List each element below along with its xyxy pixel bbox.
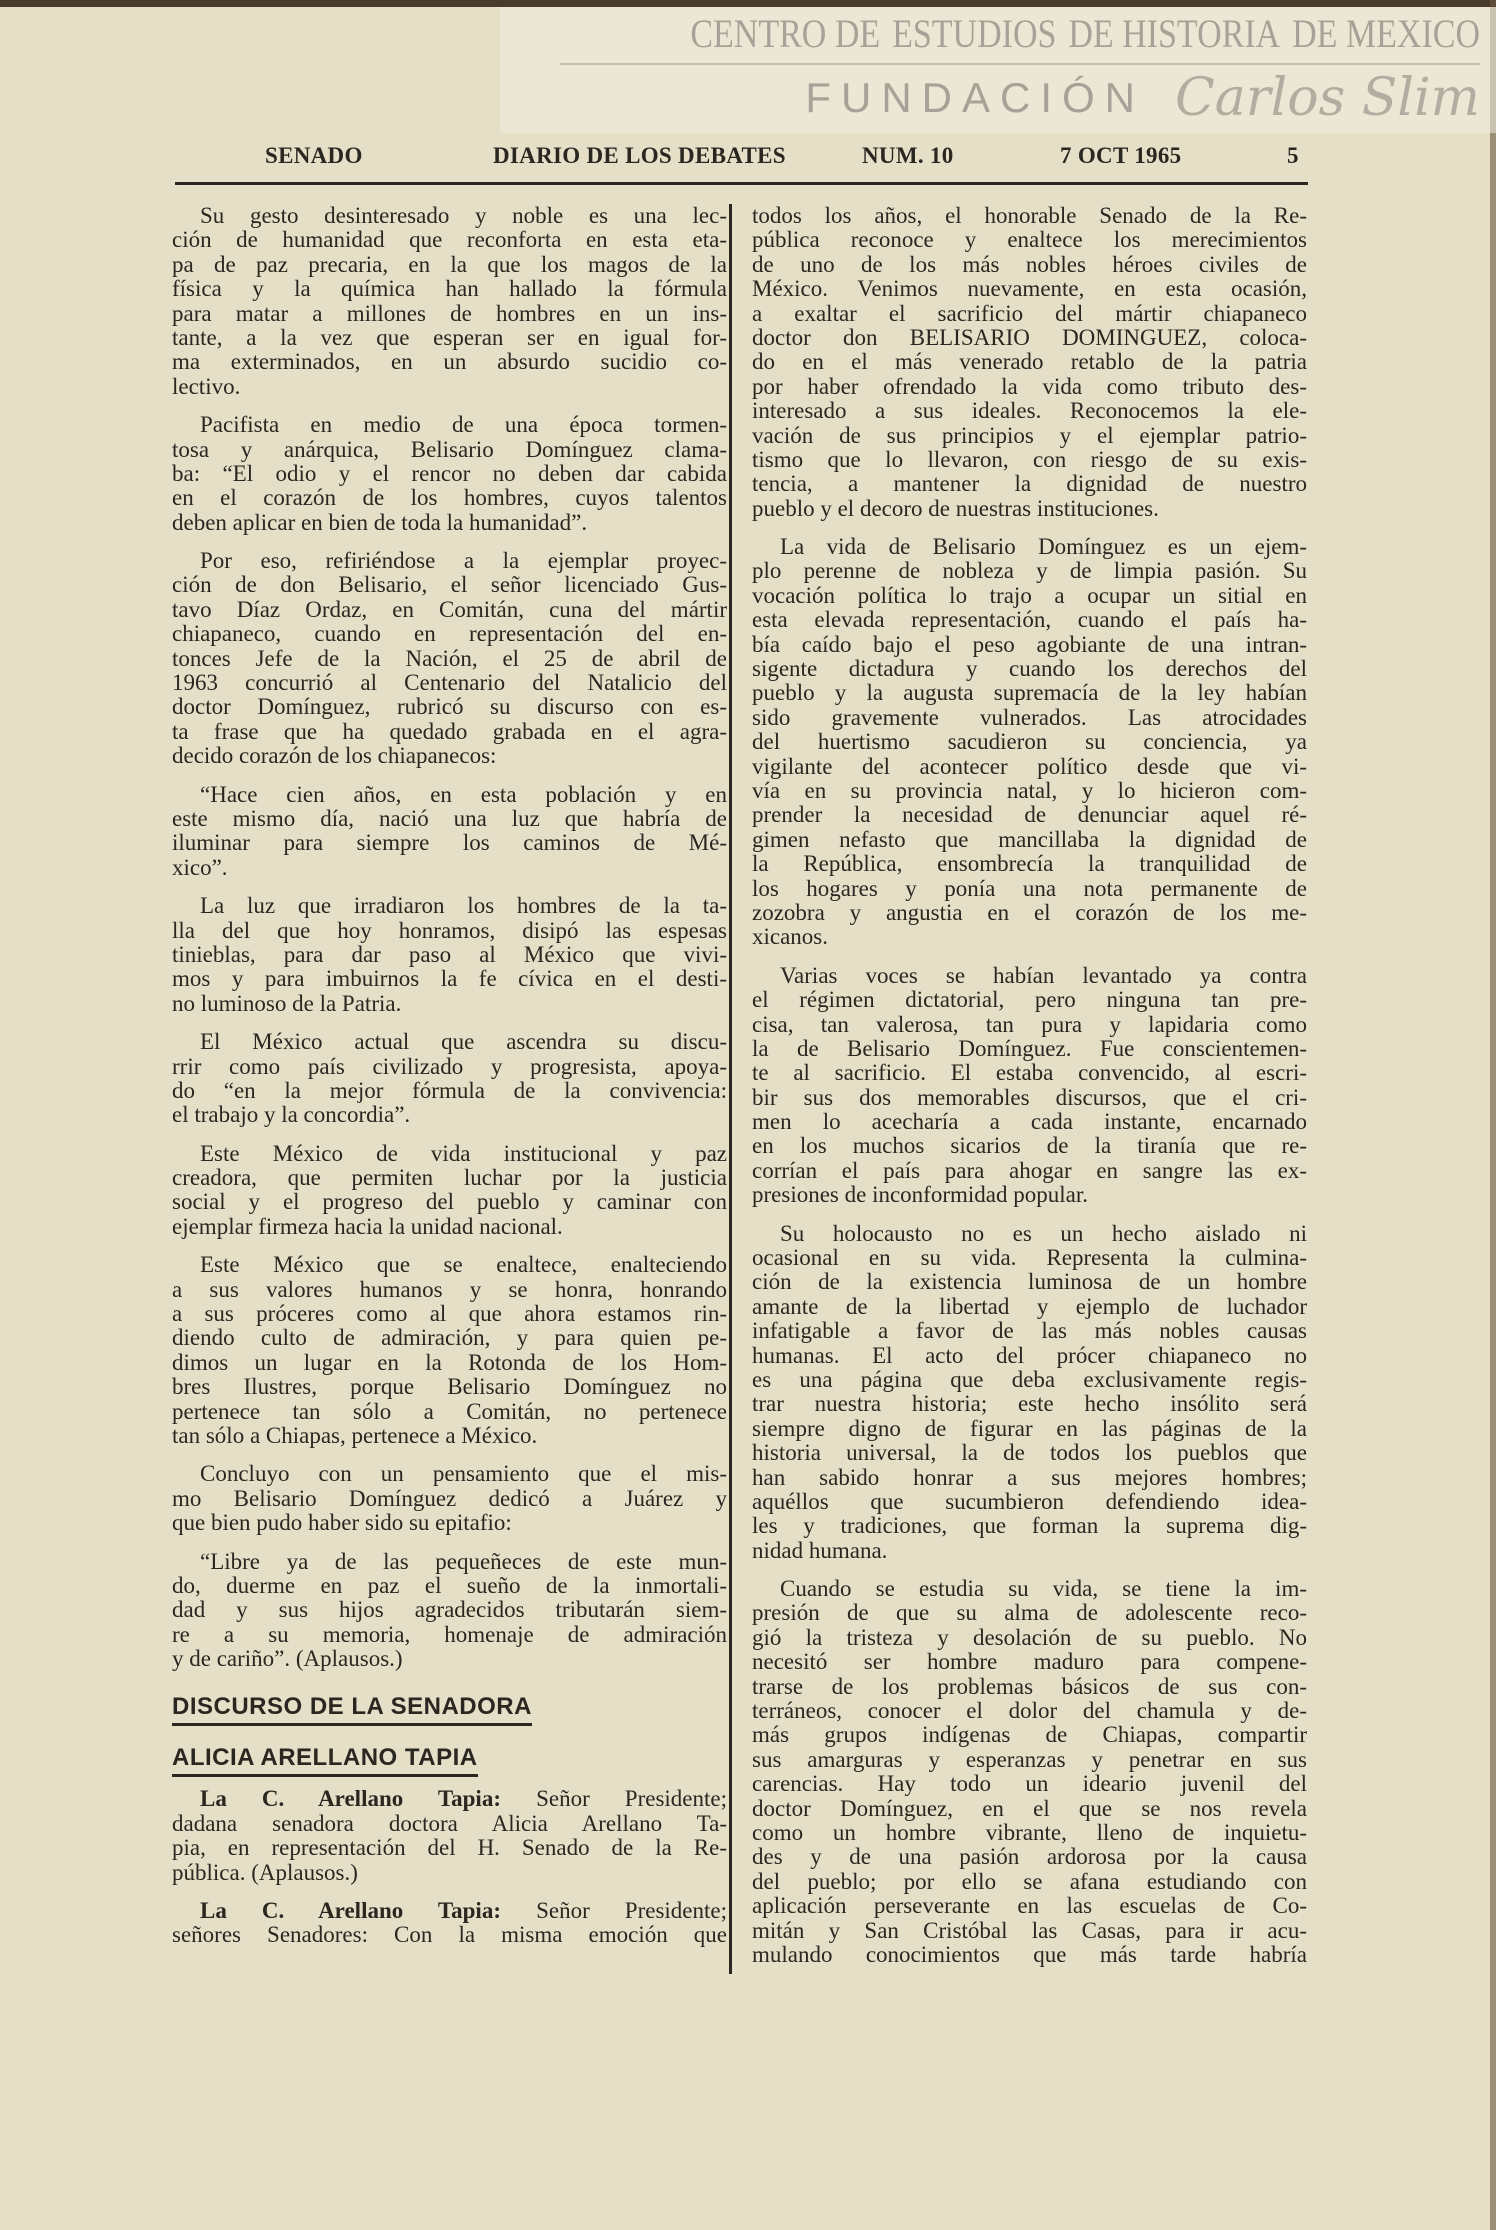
- paragraph: [172, 204, 727, 399]
- paragraph: [172, 1899, 727, 1948]
- header-page-number: 5: [1287, 143, 1299, 168]
- text-line: presión de que su alma de adolescente reco-: [752, 1601, 1307, 1626]
- text-line: gimen nefasto que mancillaba la dignidad de: [752, 827, 1307, 852]
- text-line: te al sacrificio. El estaba convencido, al escri-: [752, 1061, 1307, 1086]
- text-line: [172, 1787, 727, 1811]
- text-line: el régimen dictatorial, pero ninguna tan pre-: [752, 988, 1307, 1013]
- text-line: carencias. Hay todo un ideario juvenil del: [752, 1772, 1307, 1797]
- text-line: chiapaneco, cuando en representación del en-: [172, 622, 727, 647]
- text-line: la de Belisario Domínguez. Fue conscientemen-: [752, 1036, 1307, 1061]
- left-column: [172, 204, 727, 1962]
- text-line: Varias voces se habían levantado ya contra: [780, 963, 1307, 988]
- scan-top-edge: [0, 0, 1496, 7]
- text-line: tencia, a mantener la dignidad de nuestro: [752, 472, 1307, 497]
- text-line: Este México que se enaltece, enalteciendo: [200, 1253, 727, 1278]
- text-line: ba: “El odio y el rencor no deben dar cabida: [172, 461, 727, 486]
- paragraph: [172, 1142, 727, 1240]
- text-line: a sus próceres como al que ahora estamos rin-: [172, 1302, 727, 1327]
- text-line: pueblo y el decoro de nuestras instituciones.: [752, 496, 1159, 521]
- text-line: a exaltar el sacrificio del mártir chiapaneco: [752, 301, 1307, 326]
- text-line: ocasional en su vida. Representa la culmina-: [752, 1246, 1307, 1271]
- text-line: doctor don BELISARIO DOMINGUEZ, coloca-: [752, 325, 1307, 350]
- text-line: diendo culto de admiración, y para quien pe-: [172, 1326, 727, 1351]
- header-rule: [175, 182, 1308, 185]
- text-line: pia, en representación del H. Senado de la Re-: [172, 1836, 727, 1861]
- text-line: sigente dictadura y cuando los derechos del: [752, 657, 1307, 682]
- watermark-line: ESTUDIOS: [892, 11, 1057, 56]
- text-line: dimos un lugar en la Rotonda de los Hom-: [172, 1350, 727, 1375]
- text-line: tismo que lo llevaron, con riesgo de su exis-: [752, 447, 1307, 472]
- text-line: mo Belisario Domínguez dedicó a Juárez y: [172, 1486, 727, 1511]
- text-line: corrían el país para ahogar en sangre las ex-: [752, 1158, 1307, 1183]
- text-line: sido gravemente vulnerados. Las atrocidades: [752, 705, 1307, 730]
- speaker-name: La C. Arellano Tapia:: [200, 1899, 501, 1924]
- text-line: pa de paz precaria, en la que los magos de la: [172, 252, 727, 277]
- paragraph: [172, 1253, 727, 1448]
- text-line: trar nuestra historia; este hecho insólito será: [752, 1392, 1307, 1417]
- text-line: todos los años, el honorable Senado de la Re-: [752, 204, 1307, 228]
- text-line: historia universal, la de todos los pueblos que: [752, 1441, 1307, 1466]
- text-line: prender la necesidad de denunciar aquel ré-: [752, 803, 1307, 828]
- paragraph: [172, 783, 727, 881]
- watermark-foundation: FUNDACIÓN: [805, 74, 1145, 121]
- watermark-line: CENTRO DE: [690, 11, 881, 56]
- text-line: lectivo.: [172, 374, 241, 399]
- text-line: señores Senadores: Con la misma emoción que: [172, 1923, 727, 1948]
- text-line: doctor Domínguez, en el que se nos revela: [752, 1796, 1307, 1821]
- text-line: ejemplar firmeza hacia la unidad nacional.: [172, 1214, 563, 1239]
- text-line: La vida de Belisario Domínguez es un ejem-: [780, 535, 1307, 560]
- text-line: mos y para imbuirnos la fe cívica en el desti-: [172, 967, 727, 992]
- text-line: “Hace cien años, en esta población y en: [200, 782, 727, 807]
- text-line: más grupos indígenas de Chiapas, compartir: [752, 1723, 1307, 1748]
- text-line: han sabido honrar a sus mejores hombres;: [752, 1465, 1307, 1490]
- text-line: plo perenne de nobleza y de limpia pasión. Su: [752, 559, 1307, 584]
- text-line: aplicación perseverante en las escuelas de Co-: [752, 1894, 1307, 1919]
- text-line: que bien pudo haber sido su epitafio:: [172, 1511, 512, 1536]
- text-line: vía en su provincia natal, y lo hicieron com-: [752, 778, 1307, 803]
- text-line: men lo acecharía a cada instante, encarnado: [752, 1110, 1307, 1135]
- text-line: 1963 concurrió al Centenario del Natalicio del: [172, 671, 727, 696]
- text-line: y de cariño”. (Aplausos.): [172, 1647, 403, 1672]
- text-line: bres Ilustres, porque Belisario Domínguez no: [172, 1375, 727, 1400]
- text-line: siempre digno de figurar en las páginas de la: [752, 1416, 1307, 1441]
- text-line: interesado a sus ideales. Reconocemos la ele-: [752, 399, 1307, 424]
- paragraph: [172, 549, 727, 769]
- text-line: mulando conocimientos que más tarde habría: [752, 1942, 1307, 1967]
- text-line: del huertismo sacudieron su conciencia, ya: [752, 730, 1307, 755]
- speaker-name: La C. Arellano Tapia:: [200, 1787, 501, 1812]
- watermark-signature: Carlos Slim: [1175, 68, 1480, 128]
- text-line: por haber ofrendado la vida como tributo des-: [752, 374, 1307, 399]
- text-line: en el corazón de los hombres, cuyos talentos: [172, 486, 727, 511]
- text-line: “Libre ya de las pequeñeces de este mun-: [200, 1549, 727, 1574]
- text-line: como un hombre vibrante, lleno de inquietu-: [752, 1821, 1307, 1845]
- watermark-institution: [690, 8, 1480, 60]
- paragraph: [752, 204, 1307, 521]
- paragraph: [172, 1787, 727, 1885]
- text-line: iluminar para siempre los caminos de Mé-: [172, 831, 727, 856]
- column-divider: [729, 204, 732, 1974]
- text-line: no luminoso de la Patria.: [172, 991, 402, 1016]
- text-line: tante, a la vez que esperan ser en igual for-: [172, 325, 727, 350]
- text-line: pública. (Aplausos.): [172, 1860, 358, 1885]
- text-line: tavo Díaz Ordaz, en Comitán, cuna del mártir: [172, 597, 727, 622]
- text-line: para matar a millones de hombres en un ins-: [172, 301, 727, 326]
- text-line: esta elevada representación, cuando el país ha-: [752, 608, 1307, 633]
- text-line: vigilante del acontecer político desde que vi-: [752, 754, 1307, 779]
- text-line: tonces Jefe de la Nación, el 25 de abril de: [172, 646, 727, 671]
- right-column: [752, 204, 1307, 1981]
- text-line: ta frase que ha quedado grabada en el agra-: [172, 719, 727, 744]
- text-line: Pacifista en medio de una época tormen-: [200, 413, 727, 438]
- text-line: re a su memoria, homenaje de admiración: [172, 1622, 727, 1647]
- text-line: bía caído bajo el peso agobiante de una intran-: [752, 632, 1307, 657]
- text-line: mitán y San Cristóbal las Casas, para ir acu-: [752, 1918, 1307, 1943]
- text-line: decido corazón de los chiapanecos:: [172, 744, 497, 769]
- text-line: en los muchos sicarios de la tiranía que re-: [752, 1134, 1307, 1159]
- text-line: xicanos.: [752, 925, 829, 950]
- text-line: infatigable a favor de las más nobles causas: [752, 1319, 1307, 1344]
- text-line: el trabajo y la concordia”.: [172, 1103, 411, 1128]
- text-line: dad y sus hijos agradecidos tributarán siem-: [172, 1598, 727, 1623]
- text-line: El México actual que ascendra su discu-: [200, 1030, 727, 1055]
- text-line: Concluyo con un pensamiento que el mis-: [200, 1462, 727, 1487]
- text-line: do, duerme en paz el sueño de la inmortali-: [172, 1573, 727, 1598]
- text-line: bir sus dos memorables discursos, que el cri-: [752, 1085, 1307, 1110]
- text-line: es una página que deba exclusivamente regis-: [752, 1367, 1307, 1392]
- text-line: [172, 1899, 727, 1923]
- text-line: deben aplicar en bien de toda la humanidad”.: [172, 510, 588, 535]
- paragraph: [752, 1577, 1307, 1967]
- paragraph: [172, 413, 727, 535]
- header-publication: DIARIO DE LOS DEBATES: [493, 143, 786, 168]
- text-line: física y la química han hallado la fórmula: [172, 277, 727, 302]
- text-line: pertenece tan sólo a Comitán, no pertenece: [172, 1399, 727, 1424]
- text-line: terráneos, conocer el dolor del chamula y de-: [752, 1699, 1307, 1724]
- text-line: pueblo y la augusta supremacía de la ley habían: [752, 681, 1307, 706]
- section-heading: ALICIA ARELLANO TAPIA: [172, 1744, 478, 1777]
- paragraph: [172, 1462, 727, 1535]
- text-line: ción de don Belisario, el señor licenciado Gus-: [172, 573, 727, 598]
- text-line: des y de una pasión ardorosa por la causa: [752, 1845, 1307, 1870]
- text-line: Por eso, refiriéndose a la ejemplar proyec-: [200, 549, 727, 574]
- text-line: zozobra y angustia en el corazón de los me-: [752, 900, 1307, 925]
- text-line: rrir como país civilizado y progresista, apoya-: [172, 1054, 727, 1079]
- paragraph: [752, 535, 1307, 950]
- text-line: trarse de los problemas básicos de sus con-: [752, 1674, 1307, 1699]
- text-line: sus amarguras y esperanzas y penetrar en sus: [752, 1747, 1307, 1772]
- text-line: los hogares y ponía una nota permanente de: [752, 876, 1307, 901]
- text-line: aquéllos que sucumbieron defendiendo idea-: [752, 1489, 1307, 1514]
- text-line: necesitó ser hombre maduro para compene-: [752, 1650, 1307, 1675]
- text-line: tosa y anárquica, Belisario Domínguez clama-: [172, 437, 727, 462]
- text-line: do “en la mejor fórmula de la convivencia:: [172, 1078, 727, 1103]
- text-line: este mismo día, nació una luz que habría de: [172, 806, 727, 831]
- text-line: humanas. El acto del prócer chiapaneco no: [752, 1343, 1307, 1368]
- header-number: NUM. 10: [862, 143, 954, 168]
- speech-text: Señor Presidente;: [501, 1899, 727, 1924]
- text-line: creadora, que permiten luchar por la justicia: [172, 1166, 727, 1191]
- text-line: a sus valores humanos y se honra, honrando: [172, 1277, 727, 1302]
- watermark-foundation-row: [805, 68, 1480, 128]
- text-line: vación de sus principios y el ejemplar patrio-: [752, 423, 1307, 448]
- scan-right-edge: [1490, 0, 1496, 2230]
- text-line: ción de humanidad que reconforta en esta eta-: [172, 228, 727, 253]
- text-line: gió la tristeza y desolación de su pueblo. No: [752, 1625, 1307, 1650]
- text-line: tinieblas, para dar paso al México que vivi-: [172, 942, 727, 967]
- text-line: del pueblo; por ello se afana estudiando con: [752, 1869, 1307, 1894]
- text-line: xico”.: [172, 855, 228, 880]
- text-line: vocación política lo trajo a ocupar un sitial en: [752, 583, 1307, 608]
- watermark-line: DE HISTORIA: [1068, 11, 1281, 56]
- speech-text: Señor Presidente;: [501, 1787, 727, 1812]
- watermark-line: DE MEXICO: [1292, 11, 1480, 56]
- text-line: les y tradiciones, que forman la suprema dig-: [752, 1514, 1307, 1539]
- paragraph: [752, 1222, 1307, 1563]
- text-line: ción de la existencia luminosa de un hombre: [752, 1270, 1307, 1295]
- text-line: ma exterminados, en un absurdo sucidio co-: [172, 350, 727, 375]
- text-line: social y el progreso del pueblo y caminar con: [172, 1190, 727, 1215]
- section-heading: DISCURSO DE LA SENADORA: [172, 1693, 532, 1726]
- header-date: 7 OCT 1965: [1060, 143, 1182, 168]
- text-line: México. Venimos nuevamente, en esta ocasión,: [752, 277, 1307, 302]
- paragraph: [752, 964, 1307, 1208]
- text-line: Cuando se estudia su vida, se tiene la im-: [780, 1577, 1307, 1602]
- text-line: nidad humana.: [752, 1538, 888, 1563]
- text-line: doctor Domínguez, rubricó su discurso con es-: [172, 695, 727, 720]
- text-line: dadana senadora doctora Alicia Arellano Ta-: [172, 1811, 727, 1836]
- text-line: amante de la libertad y ejemplo de luchador: [752, 1294, 1307, 1319]
- text-line: Su gesto desinteresado y noble es una lec-: [200, 204, 727, 228]
- text-line: do en el más venerado retablo de la patria: [752, 350, 1307, 375]
- text-line: pública reconoce y enaltece los merecimientos: [752, 228, 1307, 253]
- text-line: la República, ensombrecía la tranquilidad de: [752, 852, 1307, 877]
- text-line: tan sólo a Chiapas, pertenece a México.: [172, 1423, 538, 1448]
- header-section: SENADO: [265, 143, 363, 168]
- text-line: presiones de inconformidad popular.: [752, 1183, 1088, 1208]
- text-line: Este México de vida institucional y paz: [200, 1141, 727, 1166]
- paragraph: [172, 1030, 727, 1128]
- paragraph: [172, 1550, 727, 1672]
- text-line: La luz que irradiaron los hombres de la ta-: [200, 894, 727, 919]
- text-line: de uno de los más nobles héroes civiles de: [752, 252, 1307, 277]
- text-line: Su holocausto no es un hecho aislado ni: [780, 1221, 1307, 1246]
- paragraph: [172, 894, 727, 1016]
- watermark-divider: [560, 63, 1480, 65]
- text-line: cisa, tan valerosa, tan pura y lapidaria como: [752, 1012, 1307, 1037]
- text-line: lla del que hoy honramos, disipó las espesas: [172, 918, 727, 943]
